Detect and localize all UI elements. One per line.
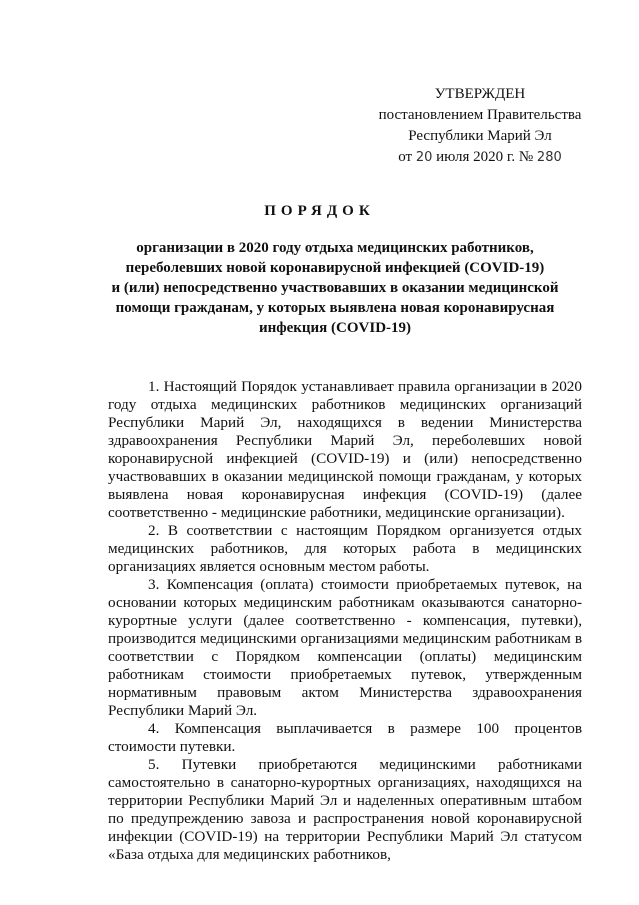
approval-day: 20: [415, 150, 433, 165]
approval-resolution-line: постановлением Правительства: [378, 107, 582, 123]
subtitle-line: переболевших новой коронавирусной инфекцией (COVID-19): [125, 260, 545, 276]
paragraph-3: 3. Компенсация (оплата) стоимости приобретаемых путевок, на основании которых медицинским работникам оказываются санаторно-курортные услуги (далее соответственно - компенсация, путевки), производится медицинскими организациями медицинским работникам в соответствии с Порядком компенсации (оплаты) медицинским работникам стоимости приобретаемых путевок, утвержденным нормативным правовым актом Министерства здравоохранения Республики Марий Эл.: [108, 576, 582, 719]
approval-date-line: [360, 147, 600, 168]
document-title: ПОРЯДОК: [264, 203, 375, 219]
approval-date-prefix: от: [398, 149, 413, 165]
approval-number: 280: [536, 150, 562, 165]
document-subtitle: [100, 238, 570, 338]
paragraph-4: 4. Компенсация выплачивается в размере 100 процентов стоимости путевки.: [108, 720, 582, 755]
subtitle-line: и (или) непосредственно участвовавших в оказании медицинской: [111, 280, 559, 296]
paragraph-2: 2. В соответствии с настоящим Порядком организуется отдых медицинских работников, для которых работа в медицинских организациях является основным местом работы.: [108, 522, 582, 575]
subtitle-line: помощи гражданам, у которых выявлена новая коронавирусная: [115, 300, 555, 316]
document-body: [108, 378, 582, 864]
subtitle-line: инфекция (COVID-19): [258, 320, 412, 336]
approval-block: [360, 84, 600, 168]
approval-heading: УТВЕРЖДЕН: [434, 86, 526, 102]
subtitle-line: организации в 2020 году отдыха медицинских работников,: [136, 240, 534, 256]
paragraph-1: 1. Настоящий Порядок устанавливает правила организации в 2020 году отдыха медицинских работников медицинских организаций Республики Марий Эл, находящихся в ведении Министерства здравоохранения Республики Марий Эл, переболевших новой коронавирусной инфекцией (COVID-19) и (или) непосредственно участвовавших в оказании медицинской помощи гражданам, у которых выявлена новая коронавирусная инфекция (COVID-19) (далее соответственно - медицинские работники, медицинские организации).: [108, 378, 582, 521]
approval-date-mid: июля 2020 г. №: [436, 149, 534, 165]
approval-republic-line: Республики Марий Эл: [408, 128, 552, 144]
paragraph-5: 5. Путевки приобретаются медицинскими работниками самостоятельно в санаторно-курортных организациях, находящихся на территории Республики Марий Эл и наделенных оперативным штабом по предупреждению завоза и распространения новой коронавирусной инфекции (COVID-19) на территории Республики Марий Эл статусом «База отдыха для медицинских работников,: [108, 756, 582, 863]
